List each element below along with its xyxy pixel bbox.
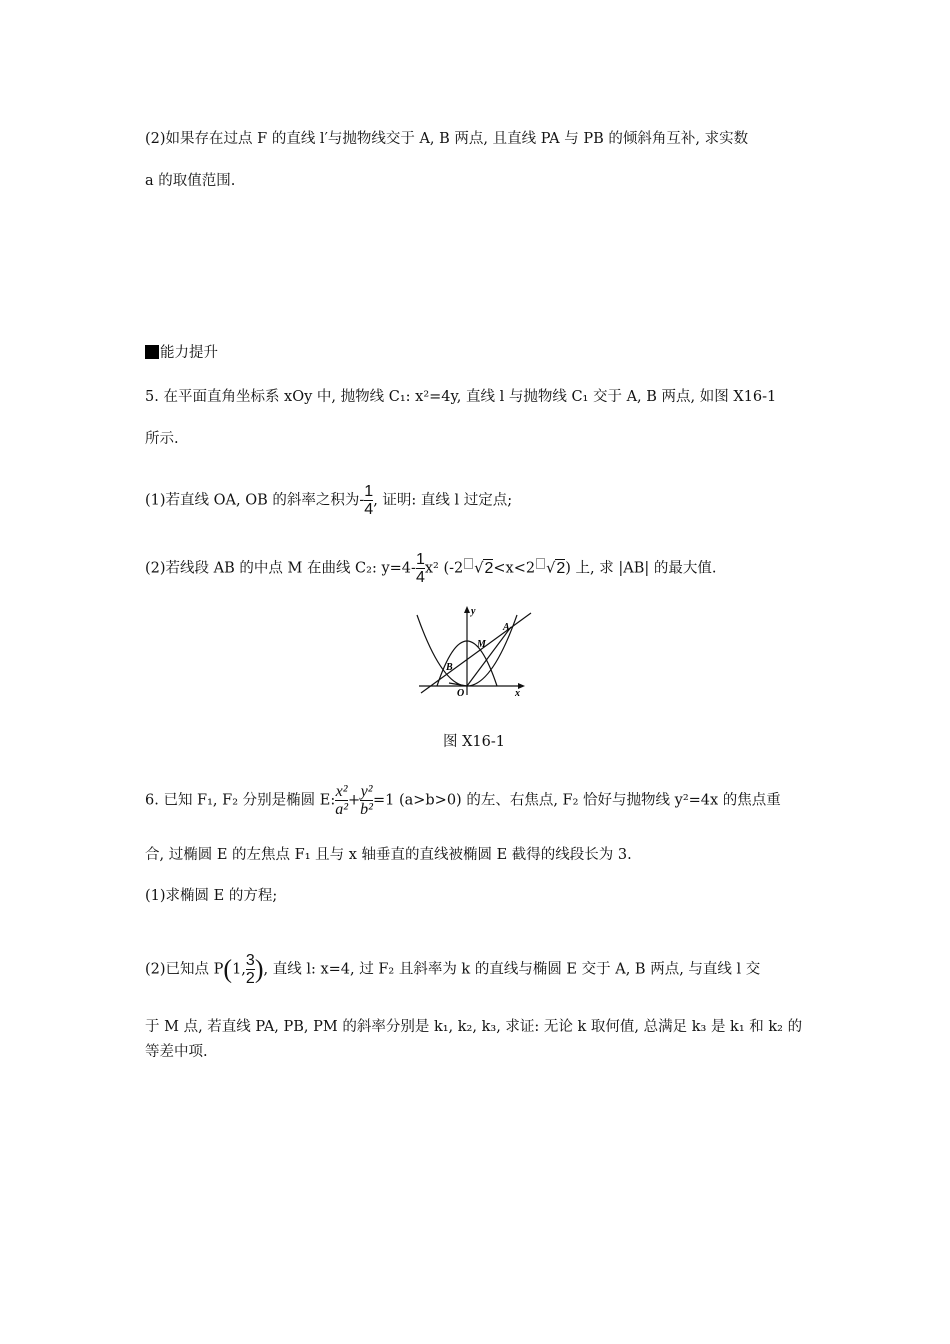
q6-line1 <box>145 783 781 818</box>
section-title: 能力提升 <box>160 345 218 361</box>
q5-part1-suffix: , 证明: 直线 l 过定点; <box>373 492 513 509</box>
fraction-denominator: b² <box>360 801 373 818</box>
q5-part2-suffix: ) 上, 求 |AB| 的最大值. <box>565 560 717 577</box>
fraction-numerator: y² <box>360 783 373 800</box>
sqrt-radicand: 2 <box>556 559 566 577</box>
missing-glyph-icon <box>536 558 545 569</box>
fraction-numerator: 3 <box>245 952 255 969</box>
missing-glyph-icon <box>464 558 473 569</box>
point-x: 1, <box>232 961 246 978</box>
line-l <box>421 613 531 693</box>
q6-part1: (1)求椭圆 E 的方程; <box>145 888 278 904</box>
figure-caption: 图 X16-1 <box>443 734 506 750</box>
left-paren: ( <box>223 954 233 984</box>
q6-part2-suffix: , 直线 l: x=4, 过 F₂ 且斜率为 k 的直线与椭圆 E 交于 A, B 两点, 与直线 l 交 <box>263 961 761 978</box>
fraction-numerator: 1 <box>364 483 374 500</box>
q6-part2-line2: 于 M 点, 若直线 PA, PB, PM 的斜率分别是 k₁, k₂, k₃, 求证: 无论 k 取何值, 总满足 k₃ 是 k₁ 和 k₂ 的 <box>145 1019 803 1035</box>
label-y: y <box>471 606 476 617</box>
y-axis-arrow-icon <box>464 606 470 613</box>
q5-line1: 5. 在平面直角坐标系 xOy 中, 抛物线 C₁: x²=4y, 直线 l 与抛物线 C₁ 交于 A, B 两点, 如图 X16-1 <box>145 389 777 405</box>
label-B: B <box>446 662 453 673</box>
fraction-denominator: 4 <box>415 569 425 586</box>
q6-part2 <box>145 952 760 987</box>
label-x: x <box>515 688 520 699</box>
q5-part2-fraction <box>416 551 425 586</box>
label-O: O <box>457 688 465 699</box>
square-bullet-icon <box>145 345 159 359</box>
q6-line2: 合, 过椭圆 E 的左焦点 F₁ 且与 x 轴垂直的直线被椭圆 E 截得的线段长为 3. <box>145 847 632 863</box>
sqrt-radicand: 2 <box>484 559 494 577</box>
q5-part1-fraction <box>364 483 373 518</box>
fraction-denominator: 2 <box>245 970 255 987</box>
q5-part2-inequality: <x<2 <box>493 560 536 577</box>
q6-fraction-y2-b2 <box>360 783 373 818</box>
segment-OA <box>467 627 511 686</box>
section-heading <box>145 343 218 363</box>
fraction-numerator: x² <box>335 783 348 800</box>
q6-part2-line3: 等差中项. <box>145 1044 208 1060</box>
q6-fraction-x2-a2 <box>335 783 348 818</box>
q5-part2-prefix: (2)若线段 AB 的中点 M 在曲线 C₂: y=4- <box>145 560 416 577</box>
fraction-denominator: 4 <box>364 501 374 518</box>
label-A: A <box>503 622 510 633</box>
q5-part1 <box>145 483 512 518</box>
q5-part2: (2)若线段 AB 的中点 M 在曲线 C₂: y=4- $\frac{1}{4}$ x² (-2 √2<x<2 √2) 上, 求 |AB| 的最大值. <box>145 551 717 586</box>
q6-line1-suffix: =1 (a>b>0) 的左、右焦点, F₂ 恰好与抛物线 y²=4x 的焦点重 <box>372 792 781 809</box>
plus-sign: + <box>348 792 361 809</box>
q4-part2-line1: (2)如果存在过点 F 的直线 l′与抛物线交于 A, B 两点, 且直线 PA 与 PB 的倾斜角互补, 求实数 <box>145 131 749 147</box>
right-paren: ) <box>254 954 264 984</box>
q6-part2-prefix: (2)已知点 P <box>145 961 224 978</box>
point-y-fraction <box>246 952 255 987</box>
q5-line2: 所示. <box>145 431 179 447</box>
q5-part2-mid: x² (-2 <box>424 560 464 577</box>
fraction-denominator: a² <box>335 801 349 818</box>
parabola-figure <box>413 603 533 699</box>
q5-part1-prefix: (1)若直线 OA, OB 的斜率之积为- <box>145 492 365 509</box>
q6-line1-prefix: 6. 已知 F₁, F₂ 分别是椭圆 E: <box>145 792 336 809</box>
q4-part2-line2: a 的取值范围. <box>145 173 236 189</box>
label-M: M <box>477 639 486 650</box>
fraction-numerator: 1 <box>415 551 425 568</box>
